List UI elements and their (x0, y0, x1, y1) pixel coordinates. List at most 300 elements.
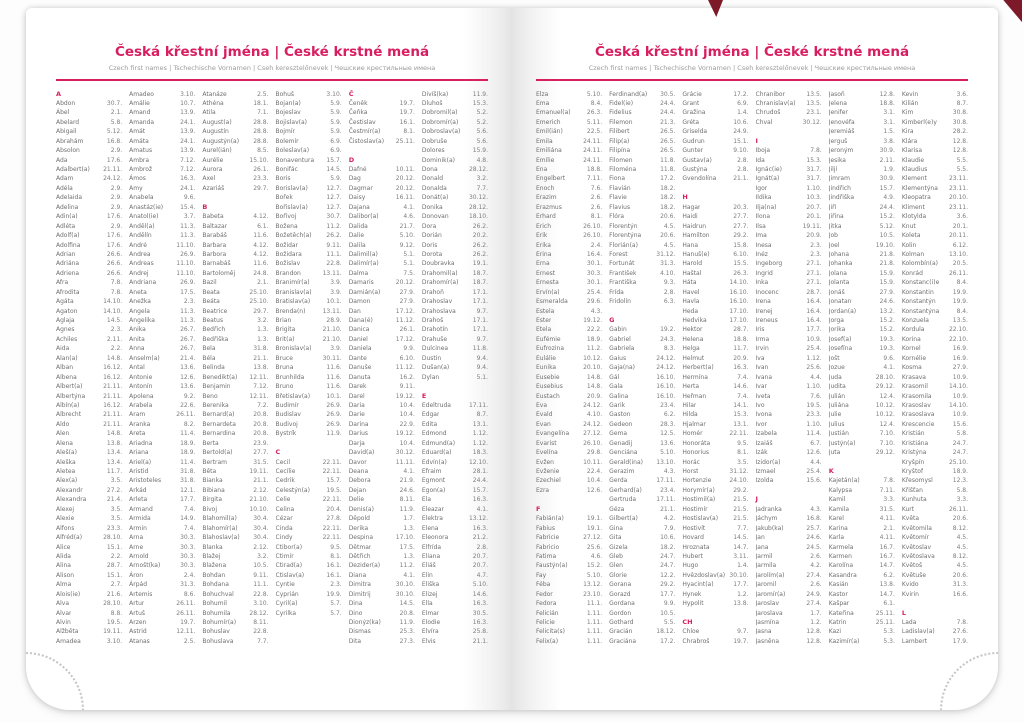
name-entry (202, 373, 268, 382)
first-name: Gilbert(a) (609, 515, 638, 523)
name-entry (682, 108, 748, 117)
name-entry (129, 580, 195, 589)
first-name: Davor (348, 458, 367, 466)
name-day-date: 14.5. (106, 317, 123, 324)
name-entry (829, 165, 895, 174)
name-day-date: 20.1. (952, 222, 969, 230)
first-name: Erazmus (536, 203, 562, 211)
name-day-date: 25.8. (472, 628, 489, 636)
first-name: Adolfina (56, 241, 81, 249)
name-day-date: 22.11. (322, 468, 342, 475)
first-name: Atanas (129, 637, 150, 645)
name-entry (56, 222, 122, 231)
name-day-date: 24.12. (583, 420, 603, 428)
first-name: Julius (828, 420, 845, 428)
first-name: Kazi (828, 628, 842, 636)
first-name: Dag (348, 175, 361, 183)
name-day-date: 15.7. (879, 184, 895, 192)
name-day-date: 2.8. (476, 543, 489, 551)
first-name: Hyacint(a) (682, 581, 714, 589)
name-day-date: 25.10. (249, 298, 269, 306)
name-entry (129, 325, 195, 334)
name-entry (202, 297, 268, 306)
name-day-date: 8.12. (952, 524, 969, 532)
first-name: Hanuš(e) (682, 250, 710, 258)
name-entry (56, 259, 122, 268)
first-name: Bojan(a) (275, 99, 301, 107)
first-name: Ervín(a) (536, 288, 560, 296)
name-day-date: 2.1. (883, 524, 895, 532)
first-name: Kosma (901, 364, 922, 372)
name-entry (129, 259, 195, 268)
first-name: Alma (56, 581, 72, 589)
first-name: Kleopatra (901, 194, 931, 202)
name-entry (536, 316, 602, 325)
first-name: Danuše (348, 364, 372, 372)
name-entry (609, 203, 675, 212)
name-day-date: 26.6. (106, 269, 123, 277)
first-name: Izabela (755, 430, 777, 438)
name-entry (902, 335, 968, 344)
name-entry (536, 533, 602, 542)
name-day-date: 21.1. (660, 505, 676, 513)
name-day-date: 5.8. (956, 430, 969, 438)
first-name: Eufrozina (536, 345, 565, 353)
name-day-date: 24.4. (660, 109, 676, 117)
name-day-date: 26.3. (586, 109, 603, 117)
first-name: Eufémie (536, 335, 561, 343)
name-day-date: 15.5. (733, 260, 749, 268)
first-name: Celestýn(a) (275, 486, 310, 494)
name-entry (349, 184, 415, 193)
first-name: Adalbert(a) (56, 166, 90, 173)
name-day-date: 22.10. (948, 335, 969, 343)
name-day-date: 9.9. (663, 600, 676, 608)
name-day-date: 9.6. (883, 354, 895, 362)
first-name: Jesika (828, 156, 846, 164)
name-day-date: 27.12. (583, 430, 603, 438)
first-name: Božislav (275, 260, 301, 268)
name-entry (536, 335, 602, 344)
name-day-date: 24.6. (399, 486, 415, 494)
first-name: Ariadna (129, 439, 153, 447)
name-day-date: 27.12. (583, 534, 603, 542)
name-day-date: 20.6. (660, 232, 676, 240)
first-name: Chranibor (755, 90, 786, 98)
name-entry (756, 108, 822, 117)
first-name: Edmund(a) (421, 439, 456, 447)
name-day-date: 18.8. (879, 99, 895, 107)
name-day-date: 1.11. (586, 637, 603, 645)
name-day-date: 24.1. (180, 118, 196, 126)
name-day-date: 27.6. (952, 628, 969, 636)
name-entry (129, 165, 195, 174)
name-entry (609, 533, 675, 542)
first-name: Artur (129, 600, 145, 608)
name-entry (682, 458, 748, 467)
name-entry (756, 307, 822, 316)
name-entry (276, 137, 342, 146)
name-day-date: 29.2. (733, 232, 749, 240)
name-entry (902, 561, 968, 570)
first-name: Kamil (828, 496, 846, 504)
name-entry (349, 439, 415, 448)
first-name: Arabela (129, 401, 153, 409)
name-day-date: 9.11. (326, 241, 342, 249)
name-day-date: 11.9. (472, 90, 489, 98)
name-entry (536, 174, 602, 183)
name-entry (349, 108, 415, 117)
first-name: Alison (56, 571, 75, 579)
name-entry (202, 156, 268, 165)
name-day-date: 7.6. (810, 392, 822, 400)
name-day-date: 17.6. (106, 156, 123, 164)
name-entry (682, 354, 748, 363)
name-day-date: 6.3. (663, 298, 676, 306)
name-entry (349, 307, 415, 316)
first-name: Alexandr (56, 486, 83, 494)
name-entry (349, 618, 415, 627)
first-name: Ignác(ie) (755, 166, 782, 173)
name-day-date: 2.11. (106, 335, 123, 343)
name-entry (609, 118, 675, 127)
first-name: Anastáz(ie) (129, 203, 164, 211)
name-entry (56, 514, 122, 523)
name-entry (202, 344, 268, 353)
name-entry (609, 127, 675, 136)
name-day-date: 18.2. (660, 543, 676, 551)
name-entry (276, 108, 342, 117)
first-name: Edita (421, 420, 438, 428)
name-day-date: 23.11. (948, 175, 969, 183)
first-name: Křesomysl (901, 477, 933, 485)
first-name: Andrea (129, 250, 151, 258)
first-name: Eliáš (421, 562, 436, 570)
first-name: Arnošt(ka) (129, 562, 161, 570)
first-name: Konrád (901, 269, 923, 277)
name-day-date: 25.3. (399, 628, 415, 636)
first-name: Enoch (536, 184, 555, 192)
name-day-date: 11.8. (660, 156, 676, 164)
name-day-date: 30.3. (180, 552, 196, 560)
name-entry (682, 212, 748, 221)
name-day-date: 5.10. (660, 449, 676, 457)
first-name: Jolanta (828, 279, 850, 287)
first-name: Blahoslav(a) (202, 534, 240, 542)
name-day-date: 2.3. (330, 581, 342, 589)
name-entry (536, 467, 602, 476)
name-day-date: 20.12. (395, 279, 415, 287)
name-entry (536, 627, 602, 636)
name-entry (756, 174, 822, 183)
first-name: Edeltruda (421, 401, 451, 409)
name-day-date: 1.7. (403, 515, 415, 523)
name-entry (829, 599, 895, 608)
name-day-date: 11.7. (106, 468, 123, 475)
first-name: Anděl(a) (129, 222, 155, 230)
first-name: Aleška (56, 458, 76, 466)
name-entry (902, 118, 968, 127)
name-day-date: 20.7. (472, 552, 489, 560)
name-day-date: 25.11. (875, 609, 895, 617)
first-name: Bruno (275, 383, 294, 391)
name-day-date: 11.2. (399, 562, 415, 570)
first-name: Hamilton (682, 232, 710, 240)
name-entry (609, 184, 675, 193)
name-entry (202, 392, 268, 401)
name-day-date: 23.1. (806, 109, 822, 117)
first-name: Františka (609, 279, 637, 287)
name-entry (682, 174, 748, 183)
name-entry (276, 269, 342, 278)
first-name: Aida (56, 345, 70, 353)
first-name: Cyrilka (275, 609, 297, 617)
name-entry (756, 448, 822, 457)
first-name: Gál (609, 373, 620, 381)
name-day-date: 2.1. (257, 279, 269, 287)
name-day-date: 2.6. (590, 203, 603, 211)
first-name: David(a) (348, 449, 375, 457)
first-name: Božena (275, 222, 298, 230)
name-entry (422, 467, 488, 476)
first-name: Felix(a) (536, 637, 559, 645)
name-day-date: 29.2. (733, 486, 749, 494)
name-entry (609, 382, 675, 391)
name-entry (129, 344, 195, 353)
name-entry (682, 99, 748, 108)
name-entry (276, 222, 342, 231)
name-entry (349, 193, 415, 202)
first-name: Elena (421, 524, 439, 532)
name-entry (422, 222, 488, 231)
name-entry (536, 609, 602, 618)
name-entry (422, 486, 488, 495)
name-column (536, 90, 602, 652)
name-day-date: 14.7. (879, 590, 895, 598)
name-entry (129, 561, 195, 570)
name-entry (829, 392, 895, 401)
name-entry (829, 108, 895, 117)
section-letter: Č (348, 89, 354, 98)
name-day-date: 19.5. (106, 619, 123, 626)
first-name: Blahomil(a) (202, 515, 237, 523)
name-entry (682, 627, 748, 636)
name-day-date: 15.7. (472, 486, 489, 494)
first-name: Drahomil(a) (421, 269, 458, 277)
name-entry (422, 363, 488, 372)
first-name: Erhard (536, 213, 556, 221)
first-name: Gordon (609, 609, 632, 617)
name-day-date: 1.12. (472, 439, 489, 447)
name-entry (609, 241, 675, 250)
first-name: Bohdana (202, 581, 229, 589)
name-day-date: 2.9. (110, 203, 123, 211)
first-name: Bernard(a) (202, 411, 235, 419)
name-entry (829, 222, 895, 231)
first-name: Ambrož (129, 166, 153, 173)
first-name: Ivo (755, 401, 765, 409)
first-name: Kasandra (828, 571, 857, 579)
first-name: Graciána (609, 637, 637, 645)
name-day-date: 15.2. (879, 213, 895, 221)
name-entry (276, 127, 342, 136)
name-entry (202, 259, 268, 268)
name-day-date: 3.6. (956, 213, 969, 221)
page-title: Česká křestní jména | České krstné mená (114, 44, 430, 60)
name-day-date: 19.7. (733, 637, 749, 645)
name-entry (682, 90, 748, 99)
first-name: Drahoslav (421, 298, 453, 306)
first-name: Honorius (682, 449, 710, 457)
name-day-date: 4.8. (476, 156, 489, 164)
name-entry (536, 193, 602, 202)
name-day-date: 26.5. (660, 137, 676, 145)
first-name: Bianka (202, 477, 223, 485)
name-entry (756, 344, 822, 353)
first-name: Květomír (901, 534, 930, 542)
first-name: Julián (828, 392, 846, 400)
first-name: Eleonora (421, 534, 449, 542)
name-day-date: 14.7. (879, 562, 895, 570)
name-day-date: 3.10. (326, 90, 342, 98)
name-day-date: 1.12. (472, 430, 489, 438)
name-day-date: 26.7. (180, 335, 196, 343)
first-name: Jolana (828, 269, 847, 277)
name-entry (349, 137, 415, 146)
name-day-date: 16.6. (952, 590, 969, 598)
first-name: Celina (275, 505, 295, 513)
name-entry (349, 533, 415, 542)
name-entry (902, 344, 968, 353)
name-day-date: 16.10. (729, 298, 749, 306)
name-entry (202, 146, 268, 155)
name-day-date: 2.9. (110, 147, 123, 155)
name-entry (349, 325, 415, 334)
first-name: Havla (682, 298, 700, 306)
first-name: Gabriela (609, 345, 635, 353)
first-name: Aranka (129, 420, 151, 428)
first-name: Ema (536, 99, 550, 107)
first-name: Donalda (421, 184, 447, 192)
name-day-date: 12.1. (180, 486, 196, 494)
column-spacer (682, 609, 748, 618)
name-entry (56, 439, 122, 448)
first-name: Kolin (901, 241, 917, 249)
first-name: Bonaventura (275, 156, 315, 164)
name-day-date: 7.2. (257, 401, 269, 409)
name-entry (276, 514, 342, 523)
name-entry (536, 184, 602, 193)
name-entry (202, 108, 268, 117)
name-entry (829, 241, 895, 250)
name-day-date: 14.9. (180, 515, 196, 523)
name-day-date: 13.8. (253, 364, 269, 372)
name-entry (609, 344, 675, 353)
first-name: Horác (682, 458, 700, 466)
name-day-date: 14.10. (948, 401, 969, 409)
name-entry (276, 420, 342, 429)
name-day-date: 30.3. (180, 534, 196, 542)
name-day-date: 4.12. (253, 241, 269, 249)
first-name: Kliment (901, 203, 925, 211)
name-day-date: 22.8. (326, 260, 342, 268)
first-name: Kamila (828, 505, 850, 513)
first-name: Adriána (56, 260, 80, 268)
name-day-date: 9.4. (476, 364, 489, 372)
first-name: Cindy (275, 534, 293, 542)
name-entry (682, 524, 748, 533)
name-day-date: 22.9. (399, 420, 415, 428)
name-day-date: 25.11. (875, 619, 895, 626)
name-entry (349, 590, 415, 599)
name-entry (202, 99, 268, 108)
first-name: Dagmar (348, 184, 373, 192)
first-name: Ella (421, 600, 433, 608)
name-day-date: 13.11. (322, 307, 342, 315)
first-name: Arzen (129, 619, 147, 626)
first-name: Dluhoš (421, 99, 443, 107)
name-day-date: 1.3. (403, 552, 415, 560)
name-entry (202, 410, 268, 419)
name-entry (829, 325, 895, 334)
name-day-date: 10.7. (180, 99, 196, 107)
first-name: Ivor (755, 420, 767, 428)
name-day-date: 8.12. (952, 552, 969, 560)
name-day-date: 24.7. (952, 449, 969, 457)
name-entry (56, 231, 122, 240)
first-name: Anabela (129, 194, 154, 202)
name-entry (276, 288, 342, 297)
first-name: Koleta (901, 232, 921, 240)
first-name: Alva (56, 600, 69, 608)
name-entry (609, 269, 675, 278)
first-name: Gréta (682, 118, 700, 126)
name-entry (756, 212, 822, 221)
name-entry (129, 108, 195, 117)
name-entry (129, 118, 195, 127)
name-entry (609, 354, 675, 363)
first-name: Krasomil (901, 383, 928, 391)
name-entry (829, 203, 895, 212)
name-day-date: 11.11. (395, 458, 415, 466)
first-name: Irena (755, 298, 771, 306)
name-entry (756, 316, 822, 325)
name-entry (349, 599, 415, 608)
first-name: Bruna (275, 364, 294, 372)
name-entry (756, 552, 822, 561)
name-day-date: 21.10. (322, 326, 342, 334)
name-entry (902, 184, 968, 193)
name-entry (202, 363, 268, 372)
first-name: Elza (536, 90, 549, 98)
name-entry (829, 552, 895, 561)
name-day-date: 3.1. (883, 118, 895, 126)
name-day-date: 21.1. (253, 354, 269, 362)
name-day-date: 7.11. (879, 486, 895, 494)
name-entry (422, 599, 488, 608)
name-entry (829, 307, 895, 316)
name-entry (202, 467, 268, 476)
name-day-date: 26.3. (733, 269, 749, 277)
name-day-date: 13.1. (472, 420, 489, 428)
name-entry (202, 486, 268, 495)
name-entry (349, 392, 415, 401)
name-day-date: 10.4. (399, 401, 415, 409)
first-name: Květa (901, 515, 920, 523)
name-day-date: 16.4. (586, 250, 603, 258)
name-day-date: 14.8. (586, 373, 603, 381)
first-name: Jindřich (828, 184, 851, 192)
